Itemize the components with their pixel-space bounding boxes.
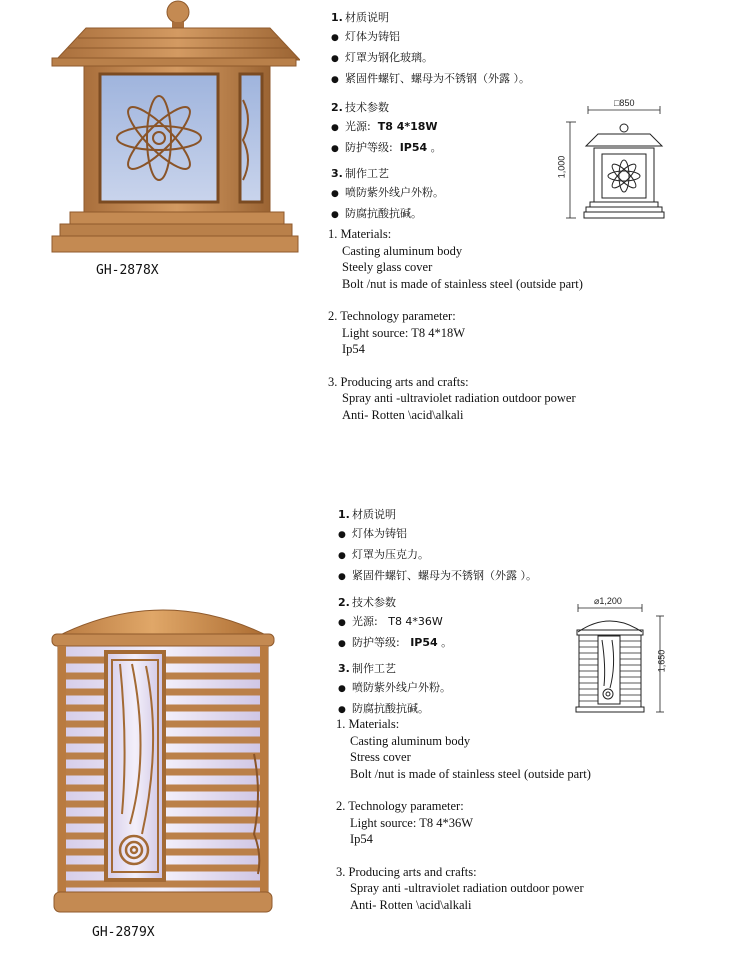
cn-item: ● 灯体为铸铝 [331, 30, 400, 43]
product-1-cn-specs: 1. 材质说明 ● 灯体为铸铝 ● 灯罩为钢化玻璃。 ● 紧固件螺钉、螺母为不锈钢（外露 ）。 2. 技术参数 ● 光源: T8 4*18W ● 防护等级: IP54 。 3. 制作工艺 ● 喷防紫外线户外粉。 ● 防腐抗酸抗碱。 [331, 8, 530, 225]
cn-item: ● 防腐抗酸抗碱。 [331, 207, 422, 220]
cn-item: ● 紧固件螺钉、螺母为不锈钢（外露 ）。 [338, 569, 537, 582]
cn-item: ● 灯罩为钢化玻璃。 [331, 51, 433, 64]
cn-item: ● 喷防紫外线户外粉。 [338, 681, 451, 694]
product-2-dimension-drawing [570, 596, 670, 716]
product-1-height-dim: 1,000 [556, 155, 567, 179]
product-2-model: GH-2879X [92, 925, 155, 940]
cn-item: ● 防护等级: IP54 。 [331, 141, 442, 154]
cn-item: ● 防腐抗酸抗碱。 [338, 702, 429, 715]
product-1-model: GH-2878X [96, 263, 159, 278]
cn-item: ● 光源: T8 4*36W [338, 615, 443, 628]
product-1-width-dim: □850 [614, 98, 635, 108]
cn-item: ● 光源: T8 4*18W [331, 120, 438, 133]
cn-item: ● 紧固件螺钉、螺母为不锈钢（外露 ）。 [331, 72, 530, 85]
product-2-width-dim: ⌀1,200 [594, 596, 622, 606]
product-2-cn-specs: 1. 材质说明 ● 灯体为铸铝 ● 灯罩为压克力。 ● 紧固件螺钉、螺母为不锈钢（外露 ）。 2. 技术参数 ● 光源: T8 4*36W ● 防护等级: IP54 。 3. 制作工艺 ● 喷防紫外线户外粉。 ● 防腐抗酸抗碱。 [338, 505, 537, 720]
cn-item: ● 喷防紫外线户外粉。 [331, 186, 444, 199]
cn-item: ● 防护等级: IP54 。 [338, 636, 453, 649]
product-2-height-dim: 1,650 [656, 649, 667, 673]
product-2-en-specs: 1. Materials: Casting aluminum body Stress cover Bolt /nut is made of stainless steel (outside part) 2. Technology parameter: Light source: T8 4*36W Ip54 3. Producing arts and crafts: Spray anti -ultraviolet radiation outdoor power Anti- Rotten \acid\alkali [336, 717, 591, 912]
product-2-photo [50, 604, 276, 916]
cn-item: ● 灯罩为压克力。 [338, 548, 429, 561]
product-1-photo [48, 0, 300, 256]
cn-item: ● 灯体为铸铝 [338, 527, 407, 540]
product-1-dimension-drawing [556, 100, 676, 222]
product-1-en-specs: 1. Materials: Casting aluminum body Steely glass cover Bolt /nut is made of stainless steel (outside part) 2. Technology parameter: Light source: T8 4*18W Ip54 3. Producing arts and crafts: Spray anti -ultraviolet radiation outdoor power Anti- Rotten \acid\alkali [328, 227, 583, 422]
